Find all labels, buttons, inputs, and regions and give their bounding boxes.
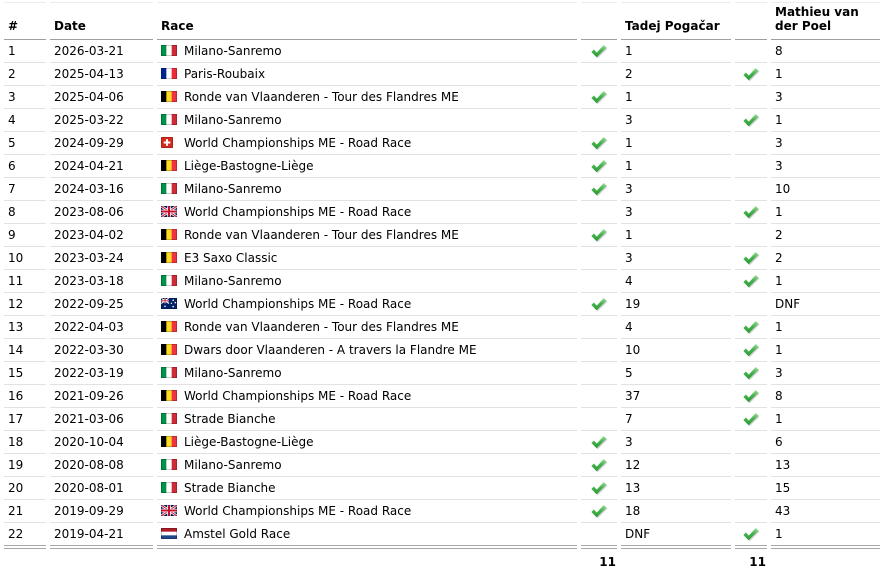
win-check-icon xyxy=(591,136,607,150)
rider2-result-cell: 3 xyxy=(771,86,880,109)
flag-italy-icon xyxy=(161,45,178,56)
table-row xyxy=(4,109,880,132)
table-row xyxy=(4,385,880,408)
flag-switzerland-icon xyxy=(161,137,173,148)
rider2-win-cell xyxy=(735,293,767,316)
flag-belgium-icon xyxy=(161,91,177,102)
flag-belgium-icon xyxy=(161,229,177,240)
flag-italy-icon xyxy=(161,459,177,470)
win-check-icon xyxy=(591,504,607,518)
date-cell: 2020-08-01 xyxy=(50,477,153,500)
flag-great-britain-icon xyxy=(161,505,177,516)
rider2-win-cell xyxy=(735,63,767,86)
table-row xyxy=(4,408,880,431)
rider1-win-cell xyxy=(581,109,617,132)
table-row xyxy=(4,86,880,109)
race-cell xyxy=(157,270,577,293)
rider2-result-cell: 1 xyxy=(771,63,880,86)
header-rider2: Mathieu van der Poel xyxy=(771,2,880,40)
race-name: World Championships ME - Road Race xyxy=(184,388,412,403)
rider2-win-cell xyxy=(735,454,767,477)
rider1-result-cell: 1 xyxy=(621,86,731,109)
rider1-win-cell xyxy=(581,500,617,523)
rider1-win-cell xyxy=(581,201,617,224)
win-check-icon xyxy=(743,251,759,265)
rider2-win-cell xyxy=(735,40,767,63)
win-check-icon xyxy=(743,412,759,426)
race-name: Milano-Sanremo xyxy=(184,43,282,58)
flag-switzerland-icon xyxy=(161,137,178,148)
rider2-win-cell xyxy=(735,316,767,339)
date-cell: 2019-09-29 xyxy=(50,500,153,523)
flag-belgium-icon xyxy=(161,321,178,332)
rider1-win-cell xyxy=(581,523,617,549)
race-cell xyxy=(157,339,577,362)
table-row xyxy=(4,500,880,523)
rider2-result-cell: 1 xyxy=(771,109,880,132)
flag-italy-icon xyxy=(161,45,177,56)
race-cell xyxy=(157,224,577,247)
rider1-result-cell: 1 xyxy=(621,155,731,178)
flag-belgium-icon xyxy=(161,229,178,240)
win-check-icon xyxy=(591,44,607,58)
rider1-win-cell xyxy=(581,40,617,63)
rider2-win-cell xyxy=(735,178,767,201)
rider1-win-cell xyxy=(581,63,617,86)
date-cell: 2021-09-26 xyxy=(50,385,153,408)
rank-cell: 21 xyxy=(4,500,46,523)
rank-cell: 5 xyxy=(4,132,46,155)
win-check-icon xyxy=(591,458,607,472)
date-cell: 2023-04-02 xyxy=(50,224,153,247)
date-cell: 2020-10-04 xyxy=(50,431,153,454)
flag-belgium-icon xyxy=(161,321,177,332)
rider1-result-cell: 2 xyxy=(621,63,731,86)
header-row xyxy=(4,2,880,40)
rider1-win-cell xyxy=(581,362,617,385)
race-name: Liège-Bastogne-Liège xyxy=(184,158,314,173)
rider1-win-cell xyxy=(581,247,617,270)
race-cell xyxy=(157,178,577,201)
rider1-result-cell: 4 xyxy=(621,270,731,293)
rank-cell: 3 xyxy=(4,86,46,109)
flag-belgium-icon xyxy=(161,344,178,355)
rider2-result-cell: 2 xyxy=(771,224,880,247)
table-row xyxy=(4,224,880,247)
race-name: Milano-Sanremo xyxy=(184,273,282,288)
totals-race-cell xyxy=(157,549,577,569)
date-cell: 2024-04-21 xyxy=(50,155,153,178)
table-row xyxy=(4,477,880,500)
date-cell: 2025-04-13 xyxy=(50,63,153,86)
rider2-result-cell: 1 xyxy=(771,270,880,293)
table-row xyxy=(4,63,880,86)
rider2-result-cell: 15 xyxy=(771,477,880,500)
rider2-wins-total: 11 xyxy=(749,554,766,569)
win-check-icon xyxy=(591,228,607,242)
rider1-win-cell xyxy=(581,155,617,178)
flag-great-britain-icon xyxy=(161,505,178,516)
flag-belgium-icon xyxy=(161,436,177,447)
rider2-win-cell xyxy=(735,270,767,293)
rank-cell: 11 xyxy=(4,270,46,293)
race-name: Ronde van Vlaanderen - Tour des Flandres ME xyxy=(184,89,459,104)
rider1-result-cell: 1 xyxy=(621,132,731,155)
rider1-result-cell: 3 xyxy=(621,247,731,270)
totals-row xyxy=(4,549,880,569)
rank-cell: 1 xyxy=(4,40,46,63)
rider1-win-cell xyxy=(581,132,617,155)
rank-cell: 22 xyxy=(4,523,46,549)
header-rider1-win xyxy=(581,2,617,40)
rank-cell: 17 xyxy=(4,408,46,431)
rank-cell: 4 xyxy=(4,109,46,132)
rank-cell: 13 xyxy=(4,316,46,339)
race-name: Dwars door Vlaanderen - A travers la Flandre ME xyxy=(184,342,477,357)
rider1-win-cell xyxy=(581,454,617,477)
win-check-icon xyxy=(743,67,759,81)
flag-italy-icon xyxy=(161,413,178,424)
totals-date-cell xyxy=(50,549,153,569)
rider2-result-cell: 6 xyxy=(771,431,880,454)
date-cell: 2019-04-21 xyxy=(50,523,153,549)
win-check-icon xyxy=(591,481,607,495)
rider1-result-cell: 1 xyxy=(621,224,731,247)
rider2-win-cell xyxy=(735,362,767,385)
table-row xyxy=(4,201,880,224)
win-check-icon xyxy=(591,159,607,173)
rank-cell: 12 xyxy=(4,293,46,316)
table-row xyxy=(4,293,880,316)
flag-belgium-icon xyxy=(161,390,177,401)
header-date: Date xyxy=(50,2,153,40)
table-row xyxy=(4,362,880,385)
rank-cell: 2 xyxy=(4,63,46,86)
rider2-win-cell xyxy=(735,224,767,247)
table-row xyxy=(4,247,880,270)
rider2-win-cell xyxy=(735,201,767,224)
win-check-icon xyxy=(743,366,759,380)
rider1-result-cell: 3 xyxy=(621,201,731,224)
rank-cell: 7 xyxy=(4,178,46,201)
rider1-result-cell: DNF xyxy=(621,523,731,549)
rider2-result-cell: 43 xyxy=(771,500,880,523)
flag-italy-icon xyxy=(161,482,177,493)
race-name: Milano-Sanremo xyxy=(184,112,282,127)
race-cell xyxy=(157,86,577,109)
rider2-win-cell xyxy=(735,523,767,549)
race-cell xyxy=(157,109,577,132)
rider1-result-cell: 1 xyxy=(621,40,731,63)
table-row xyxy=(4,40,880,63)
flag-great-britain-icon xyxy=(161,206,178,217)
flag-great-britain-icon xyxy=(161,206,177,217)
header-rider1: Tadej Pogačar xyxy=(621,2,731,40)
win-check-icon xyxy=(743,205,759,219)
rider1-win-cell xyxy=(581,224,617,247)
flag-italy-icon xyxy=(161,275,178,286)
date-cell: 2024-03-16 xyxy=(50,178,153,201)
win-check-icon xyxy=(591,182,607,196)
rider2-win-cell xyxy=(735,431,767,454)
rider1-win-cell xyxy=(581,477,617,500)
date-cell: 2022-04-03 xyxy=(50,316,153,339)
flag-italy-icon xyxy=(161,459,178,470)
flag-netherlands-icon xyxy=(161,528,177,539)
flag-belgium-icon xyxy=(161,160,178,171)
rider2-result-cell: 3 xyxy=(771,132,880,155)
rank-cell: 8 xyxy=(4,201,46,224)
rank-cell: 18 xyxy=(4,431,46,454)
rank-cell: 15 xyxy=(4,362,46,385)
rider2-win-cell xyxy=(735,86,767,109)
rider2-win-cell xyxy=(735,247,767,270)
rider1-result-cell: 18 xyxy=(621,500,731,523)
race-cell xyxy=(157,40,577,63)
win-check-icon xyxy=(743,113,759,127)
flag-australia-icon xyxy=(161,298,178,309)
table-row xyxy=(4,339,880,362)
win-check-icon xyxy=(591,297,607,311)
date-cell: 2022-09-25 xyxy=(50,293,153,316)
rider2-result-cell: 8 xyxy=(771,40,880,63)
race-name: Milano-Sanremo xyxy=(184,181,282,196)
rider2-result-cell: 3 xyxy=(771,362,880,385)
race-name: Ronde van Vlaanderen - Tour des Flandres ME xyxy=(184,227,459,242)
race-name: World Championships ME - Road Race xyxy=(184,204,412,219)
flag-belgium-icon xyxy=(161,436,178,447)
flag-italy-icon xyxy=(161,183,178,194)
flag-belgium-icon xyxy=(161,160,177,171)
rider1-win-cell xyxy=(581,293,617,316)
rider2-win-cell xyxy=(735,109,767,132)
rider1-result-cell: 19 xyxy=(621,293,731,316)
race-cell xyxy=(157,454,577,477)
date-cell: 2023-03-24 xyxy=(50,247,153,270)
rider1-result-cell: 3 xyxy=(621,178,731,201)
table-footer xyxy=(4,549,880,569)
race-name: Strade Bianche xyxy=(184,480,276,495)
race-name: Liège-Bastogne-Liège xyxy=(184,434,314,449)
rider2-win-cell xyxy=(735,408,767,431)
date-cell: 2025-03-22 xyxy=(50,109,153,132)
rider1-result-cell: 3 xyxy=(621,431,731,454)
date-cell: 2022-03-30 xyxy=(50,339,153,362)
rider1-result-cell: 7 xyxy=(621,408,731,431)
win-check-icon xyxy=(743,343,759,357)
date-cell: 2026-03-21 xyxy=(50,40,153,63)
rider2-win-cell xyxy=(735,477,767,500)
race-cell xyxy=(157,201,577,224)
rider2-win-cell xyxy=(735,339,767,362)
rider2-win-cell xyxy=(735,155,767,178)
rider2-win-cell xyxy=(735,500,767,523)
table-row xyxy=(4,523,880,549)
rider1-result-cell: 12 xyxy=(621,454,731,477)
win-check-icon xyxy=(743,527,759,541)
table-row xyxy=(4,431,880,454)
head-to-head-table xyxy=(0,2,884,569)
date-cell: 2020-08-08 xyxy=(50,454,153,477)
rank-cell: 19 xyxy=(4,454,46,477)
flag-belgium-icon xyxy=(161,390,178,401)
table-row xyxy=(4,178,880,201)
rider2-result-cell: 1 xyxy=(771,523,880,549)
race-name: Amstel Gold Race xyxy=(184,526,291,541)
race-name: Milano-Sanremo xyxy=(184,365,282,380)
rider1-win-cell xyxy=(581,86,617,109)
header-rider2-win xyxy=(735,2,767,40)
race-cell xyxy=(157,247,577,270)
rider1-win-cell xyxy=(581,178,617,201)
win-check-icon xyxy=(591,435,607,449)
race-cell xyxy=(157,500,577,523)
race-name: Paris-Roubaix xyxy=(184,66,266,81)
rider2-result-cell: 10 xyxy=(771,178,880,201)
table-row xyxy=(4,270,880,293)
race-cell xyxy=(157,63,577,86)
rider1-win-cell xyxy=(581,270,617,293)
rider2-result-cell: 1 xyxy=(771,201,880,224)
table-row xyxy=(4,454,880,477)
table-row xyxy=(4,316,880,339)
flag-italy-icon xyxy=(161,413,177,424)
flag-italy-icon xyxy=(161,114,177,125)
table-row xyxy=(4,155,880,178)
rider1-result-cell: 3 xyxy=(621,109,731,132)
race-name: World Championships ME - Road Race xyxy=(184,503,412,518)
race-name: E3 Saxo Classic xyxy=(184,250,278,265)
flag-belgium-icon xyxy=(161,252,178,263)
date-cell: 2023-08-06 xyxy=(50,201,153,224)
date-cell: 2025-04-06 xyxy=(50,86,153,109)
rank-cell: 9 xyxy=(4,224,46,247)
date-cell: 2023-03-18 xyxy=(50,270,153,293)
rider2-result-cell: 1 xyxy=(771,316,880,339)
rider1-result-cell: 10 xyxy=(621,339,731,362)
rider1-result-cell: 4 xyxy=(621,316,731,339)
rider2-result-cell: 2 xyxy=(771,247,880,270)
race-cell xyxy=(157,477,577,500)
race-cell xyxy=(157,385,577,408)
flag-belgium-icon xyxy=(161,252,177,263)
rank-cell: 20 xyxy=(4,477,46,500)
rider2-win-cell xyxy=(735,132,767,155)
race-name: Ronde van Vlaanderen - Tour des Flandres ME xyxy=(184,319,459,334)
race-cell xyxy=(157,316,577,339)
rider1-win-cell xyxy=(581,316,617,339)
win-check-icon xyxy=(743,389,759,403)
rider2-result-cell: 8 xyxy=(771,385,880,408)
race-name: Milano-Sanremo xyxy=(184,457,282,472)
rider1-result-cell: 5 xyxy=(621,362,731,385)
race-cell xyxy=(157,132,577,155)
flag-italy-icon xyxy=(161,367,178,378)
flag-italy-icon xyxy=(161,275,177,286)
rider1-win-cell xyxy=(581,408,617,431)
rank-cell: 14 xyxy=(4,339,46,362)
rider2-result-cell: 3 xyxy=(771,155,880,178)
flag-netherlands-icon xyxy=(161,528,178,539)
rider1-win-cell xyxy=(581,431,617,454)
rider2-result-cell: DNF xyxy=(771,293,880,316)
rank-cell: 16 xyxy=(4,385,46,408)
rider1-result-cell: 13 xyxy=(621,477,731,500)
race-cell xyxy=(157,431,577,454)
flag-italy-icon xyxy=(161,482,178,493)
rank-cell: 6 xyxy=(4,155,46,178)
race-cell xyxy=(157,523,577,549)
flag-italy-icon xyxy=(161,367,177,378)
win-check-icon xyxy=(591,90,607,104)
rider2-result-cell: 13 xyxy=(771,454,880,477)
flag-france-icon xyxy=(161,68,178,79)
date-cell: 2024-09-29 xyxy=(50,132,153,155)
race-cell xyxy=(157,155,577,178)
race-name: World Championships ME - Road Race xyxy=(184,135,412,150)
table-body xyxy=(4,40,880,549)
flag-australia-icon xyxy=(161,298,177,309)
date-cell: 2021-03-06 xyxy=(50,408,153,431)
win-check-icon xyxy=(743,320,759,334)
rider2-result-cell: 1 xyxy=(771,408,880,431)
flag-belgium-icon xyxy=(161,344,177,355)
table-header xyxy=(4,2,880,40)
win-check-icon xyxy=(743,274,759,288)
totals-rider2-cell xyxy=(771,549,880,569)
totals-rank-cell xyxy=(4,549,46,569)
flag-belgium-icon xyxy=(161,91,178,102)
rank-cell: 10 xyxy=(4,247,46,270)
date-cell: 2022-03-19 xyxy=(50,362,153,385)
race-cell xyxy=(157,408,577,431)
rider1-result-cell: 37 xyxy=(621,385,731,408)
header-race: Race xyxy=(157,2,577,40)
race-cell xyxy=(157,293,577,316)
totals-rider1-cell xyxy=(621,549,731,569)
race-cell xyxy=(157,362,577,385)
flag-italy-icon xyxy=(161,114,178,125)
flag-italy-icon xyxy=(161,183,177,194)
rider2-result-cell: 1 xyxy=(771,339,880,362)
table-row xyxy=(4,132,880,155)
header-rank: # xyxy=(4,2,46,40)
rider1-win-cell xyxy=(581,385,617,408)
race-name: Strade Bianche xyxy=(184,411,276,426)
rider1-win-cell xyxy=(581,339,617,362)
flag-france-icon xyxy=(161,68,177,79)
rider1-wins-total: 11 xyxy=(599,554,616,569)
race-name: World Championships ME - Road Race xyxy=(184,296,412,311)
rider2-win-cell xyxy=(735,385,767,408)
